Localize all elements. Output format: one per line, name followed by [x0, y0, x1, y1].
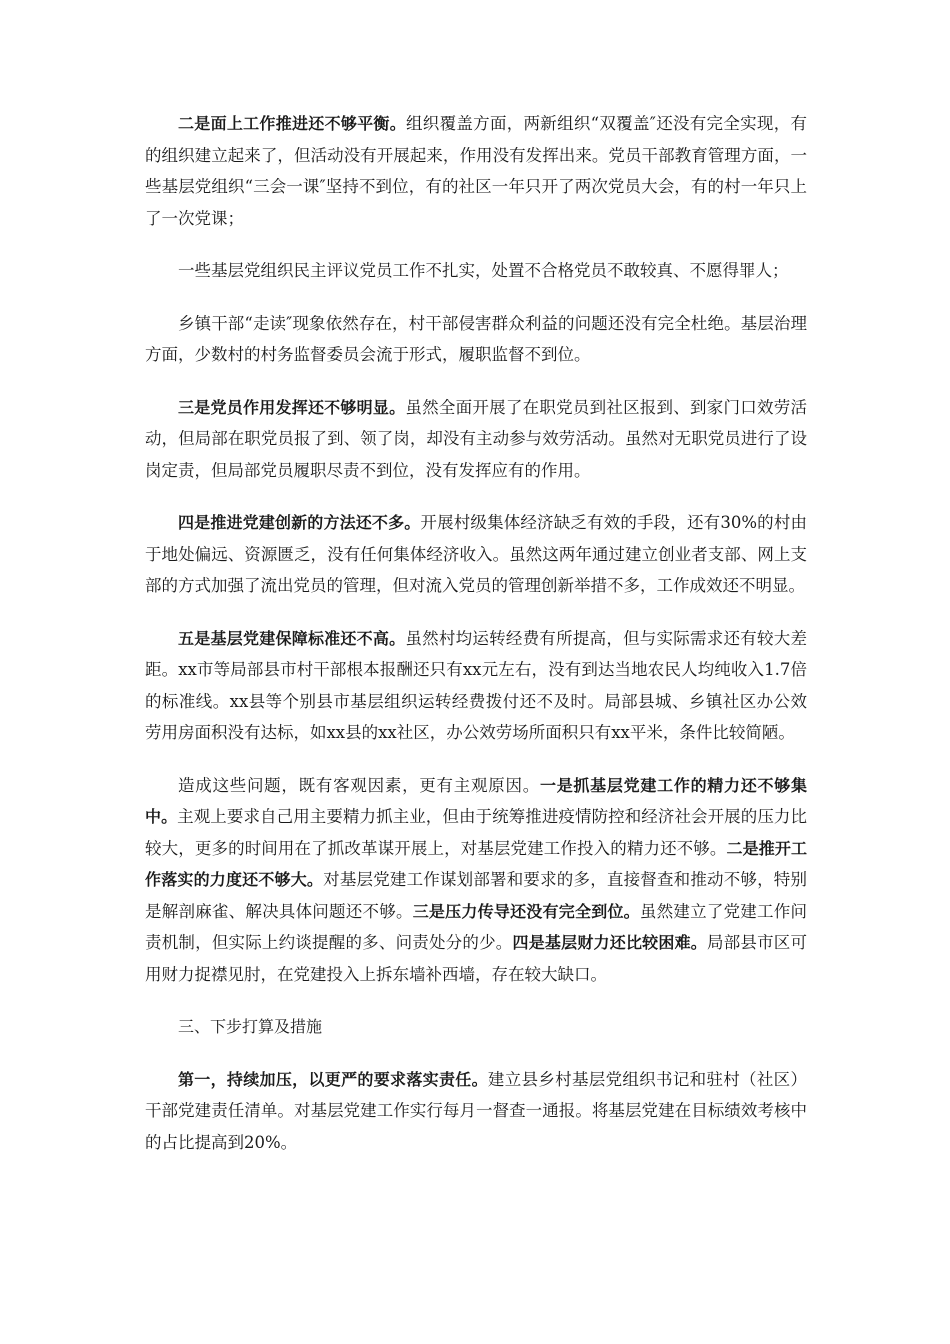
- cause-three-lead: 三是压力传导还没有完全到位。: [412, 901, 640, 921]
- paragraph-party-members: [145, 392, 807, 487]
- section-heading: 三、下步打算及措施: [178, 1017, 323, 1036]
- cause-three-text: 虽然建立了党建工作问责机制，但实际上约谈提醒的多、问责处分的少。: [145, 901, 807, 952]
- paragraph-body: 开展村级集体经济缺乏有效的手段，还有30%的村由于地处偏远、资源匮乏，没有任何集体经济收入。虽然这两年通过建立创业者支部、网上支部的方式加强了流出党员的管理，但对流入党员的管理创新举措不多，工作成效还不明显。: [145, 513, 807, 595]
- cause-four-lead: 四是基层财力还比较困难。: [512, 933, 707, 952]
- paragraph-body: 一些基层党组织民主评议党员工作不扎实，处置不合格党员不敢较真、不愿得罪人；: [178, 261, 789, 280]
- cause-two-text: 对基层党建工作谋划部署和要求的多，直接督查和推动不够，特别是解剖麻雀、解决具体问题还不够。: [145, 870, 807, 921]
- paragraph-township: [145, 308, 807, 371]
- paragraph-innovation: [145, 507, 807, 602]
- paragraph-first-measure: [145, 1064, 807, 1159]
- cause-two-lead: 二是推开工作落实的力度还不够大。: [145, 838, 807, 889]
- paragraph-evaluation: [145, 255, 807, 287]
- paragraph-body: 虽然村均运转经费有所提高，但与实际需求还有较大差距。xx市等局部县市村干部根本报酬还只有xx元左右，没有到达当地农民人均纯收入1.7倍的标准线。xx县等个别县市基层组织运转经费拨付还不及时。局部县城、乡镇社区办公效劳用房面积没有达标，如xx县的xx社区，办公效劳场所面积只有xx平米，条件比较简陋。: [145, 628, 807, 742]
- paragraph-lead: 二是面上工作推进还不够平衡。: [178, 114, 407, 133]
- paragraph-body: 虽然全面开展了在职党员到社区报到、到家门口效劳活动，但局部在职党员报了到、领了岗，却没有主动参与效劳活动。虽然对无职党员进行了设岗定责，但局部党员履职尽责不到位，没有发挥应有的作用。: [145, 397, 807, 480]
- cause-one-text: 主观上要求自己用主要精力抓主业，但由于统筹推进疫情防控和经济社会开展的压力比较大，更多的时间用在了抓改革谋开展上，对基层党建工作投入的精力还不够。: [145, 807, 807, 858]
- paragraph-causes: [145, 770, 807, 991]
- paragraph-guarantee: [145, 623, 807, 749]
- cause-one-lead: 一是抓基层党建工作的精力还不够集中。: [145, 775, 807, 826]
- paragraph-balance: [145, 108, 807, 234]
- paragraph-lead: 五是基层党建保障标准还不高。: [178, 628, 406, 648]
- document-page: [145, 108, 807, 1179]
- paragraph-body: 建立县乡村基层党组织书记和驻村（社区）干部党建责任清单。对基层党建工作实行每月一督查一通报。将基层党建在目标绩效考核中的占比提高到20%。: [145, 1069, 807, 1152]
- paragraph-lead: 三是党员作用发挥还不够明显。: [178, 397, 406, 417]
- paragraph-lead: 四是推进党建创新的方法还不多。: [178, 513, 421, 532]
- paragraph-body: 组织覆盖方面，两新组织“双覆盖″还没有完全实现，有的组织建立起来了，但活动没有开展起来，作用没有发挥出来。党员干部教育管理方面，一些基层党组织“三会一课″坚持不到位，有的社区一年只开了两次党员大会，有的村一年只上了一次党课；: [145, 114, 807, 228]
- paragraph-lead: 第一，持续加压，以更严的要求落实责任。: [178, 1069, 488, 1089]
- paragraph-body: 乡镇干部“走读″现象依然存在，村干部侵害群众利益的问题还没有完全杜绝。基层治理方面，少数村的村务监督委员会流于形式，履职监督不到位。: [145, 313, 807, 364]
- cause-four-text: 局部县市区可用财力捉襟见肘，在党建投入上拆东墙补西墙，存在较大缺口。: [145, 933, 808, 984]
- cause-intro: 造成这些问题，既有客观因素，更有主观原因。: [178, 775, 540, 795]
